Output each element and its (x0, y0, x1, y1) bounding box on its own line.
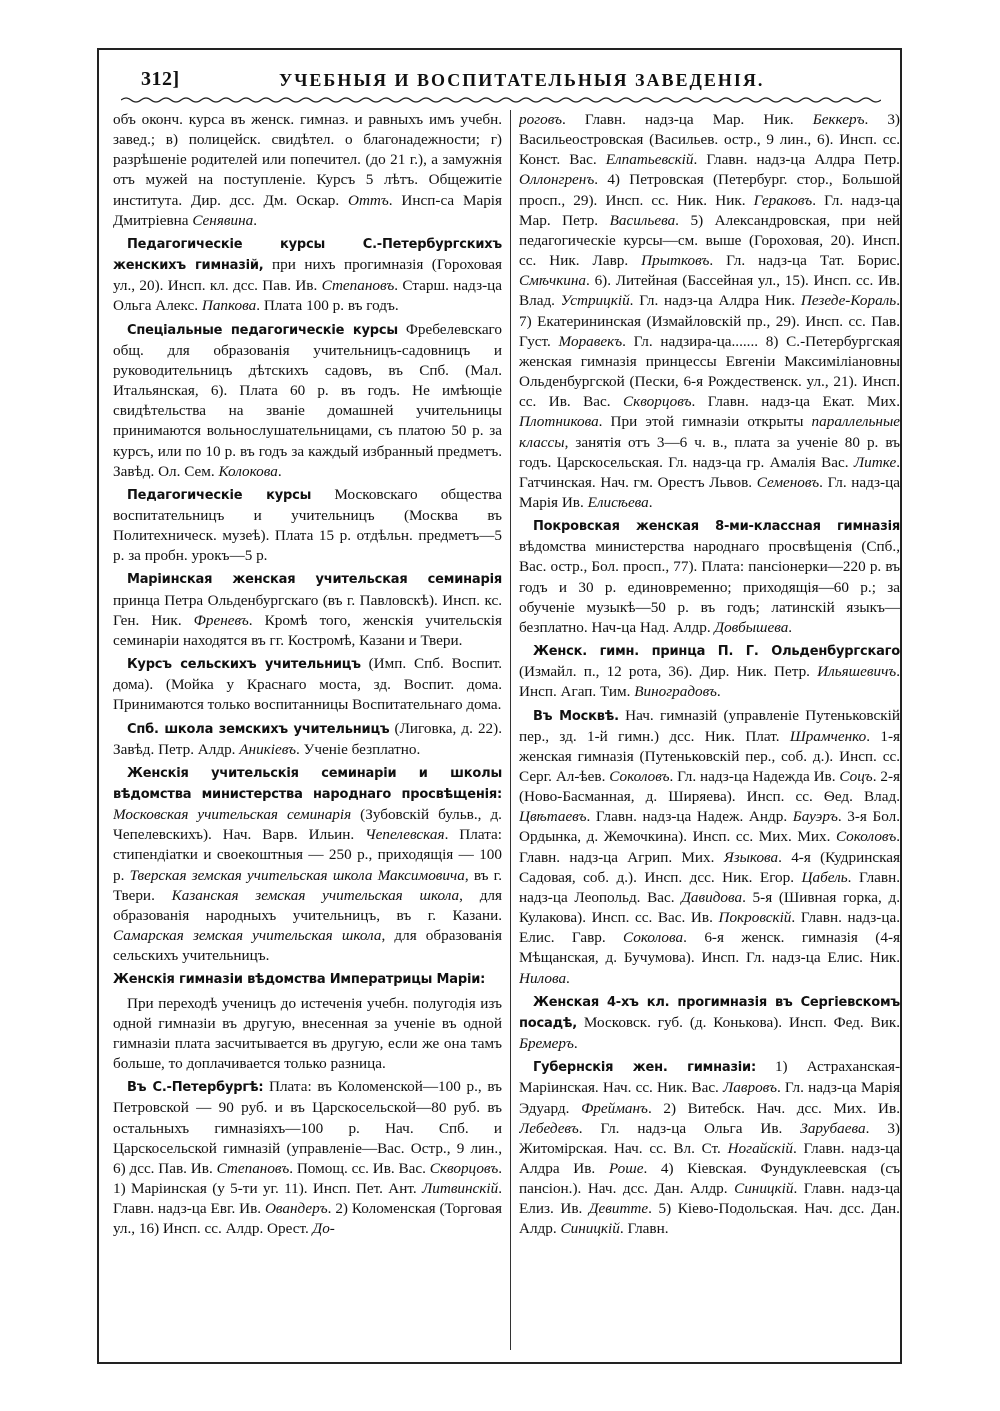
text: . Гл. надз-ца Мар. Петр. (519, 191, 900, 229)
text: . Главн. надз-ца Агрип. Мих. (519, 828, 900, 866)
person-name: Нилова (519, 969, 567, 987)
person-name: Виноградовъ (634, 683, 717, 701)
text: . 2-я (Ново-Басманная, д. Ширяева). Инсп. сс. Ѳед. Влад. (519, 768, 900, 806)
person-name: Соколова (623, 929, 684, 947)
text: . 2) Витебск. Нач. дсс. Мих. Ив. (647, 1099, 900, 1117)
person-name: Скворцовъ (623, 393, 692, 411)
text: . Главн. надз-ца Евг. Ив. (113, 1179, 502, 1218)
person-name: Цабель (801, 868, 848, 886)
entry-heading: Губернскія жен. гимназіи: (533, 1060, 756, 1076)
text: , для образованія народныхъ учительницъ, въ г. Казани. (113, 886, 502, 924)
paragraph-mariinsky-seminary (113, 569, 502, 651)
person-name: Довбышева (714, 618, 789, 636)
text: . Гатчинская. Нач. гм. Орестъ Львов. (519, 453, 900, 491)
text: . Гл. надзира-ца....... 8) С.-Петербургская женская гимназія принцессы Евгеніи Максиміліановны Ольденбургской (Пески, 6-я Рождественск. ул., 21). Инсп. сс. Ив. Вас. (519, 332, 900, 411)
paragraph-pokrovskaya (519, 516, 900, 638)
institution-name: Тверская земская учительская школа Максимовича (129, 866, 465, 884)
text: Плата: въ Коломенской—100 р., въ Петровской — 90 руб. и въ Царскосельской—80 руб. въ остальныхъ гимназіяхъ—100 р. Нач. Спб. и Царскосельской гимназій (управленіе—Вас. Остр., 9 лин., 6) дсс. Пав. Ив. (113, 1078, 502, 1177)
paragraph-admission (113, 110, 502, 231)
text: . 7) Екатерининская (Измайловскій пр., 29). Инсп. сс. Пав. Густ. (519, 292, 900, 350)
text: . Гл. надз-ца Алдра Ник. (629, 292, 801, 310)
text: . 4) Кіевская. Фундуклеевская (съ пансіон.). Нач. дсс. Дан. Алдр. (519, 1159, 900, 1198)
person-name: Бремеръ (519, 1035, 574, 1053)
entry-heading: Женская 4-хъ кл. прогимназія въ Сергіевскомъ посадѣ, (519, 994, 900, 1031)
text: . Главн. надз-ца. Елис. Гавр. (519, 909, 900, 947)
entry-heading: Спеціальные педагогическіе курсы (127, 322, 398, 338)
person-name: Покровскій (718, 909, 792, 927)
text: (Зубовскій бульв., д. Чепелевскихъ). Нач. Варв. Ильин. (113, 806, 502, 844)
entry-heading: Женск. гимн. принца П. Г. Ольденбургскаго (533, 644, 900, 660)
person-name: Папкова (201, 297, 257, 315)
paragraph-spb-gymnasia (113, 1077, 502, 1239)
emphasis-text: параллельные классы (519, 413, 900, 451)
page-header (99, 50, 900, 108)
text: (Измайл. п., 12 рота, 36). Дир. Ник. Петр. (519, 663, 818, 681)
text: . Гл. надз-ца Марія Эдуард. (519, 1079, 900, 1117)
text: . Инсп-са Марія Дмитріевна (113, 191, 502, 229)
paragraph-spb-gymnasia-cont (519, 110, 900, 513)
person-name: Бауэръ (792, 808, 838, 826)
paragraph-ped-courses-moscow (113, 485, 502, 567)
person-name: Сенявина (192, 211, 254, 229)
text: (Имп. Спб. Воспит. дома). (Мойка у Краснаго моста, зд. Воспит. дома. Принимаются только воспитанницы Воспитательнаго дома. (113, 655, 502, 714)
person-name: Языкова (723, 848, 779, 866)
person-name: Колокова (218, 462, 278, 480)
text: . Плата 100 р. въ годъ. (256, 297, 399, 315)
text: . Главн. надз-ца Алдра Петр. (693, 151, 900, 169)
text: . 4) Петровская (Петербург. стор., Большой просп., 29). Инсп. сс. Ник. Ник. (519, 171, 900, 209)
person-name: Синицкій (734, 1180, 794, 1198)
text: . Главн. надз-ца Леопольд. Вас. (519, 868, 900, 906)
column-divider (510, 110, 511, 1350)
text: . (253, 211, 257, 229)
institution-name: Казанская земская учительская школа (171, 886, 460, 904)
person-name: Скворцовъ (429, 1159, 499, 1177)
text: . Ученіе безплатно. (296, 740, 421, 758)
paragraph-oldenburg-gymnasium (519, 641, 900, 702)
text: . Главн. надз-ца Елиз. Ив. (519, 1180, 900, 1218)
text: . Инсп. Агап. Тим. (519, 663, 900, 701)
text: . 5) Кіево-Подольская. Нач. дсс. Дан. Алдр. (519, 1200, 900, 1238)
person-name: Литвинскій (421, 1179, 499, 1197)
text: . 6). Литейная (Бассейная ул., 15). Инсп. сс. Ив. Влад. (519, 272, 900, 310)
text: . 3) Житомірская. Нач. сс. Вл. Ст. (519, 1119, 900, 1157)
person-name: Роше (608, 1159, 644, 1177)
paragraph-provincial-gymnasia (519, 1057, 900, 1239)
text: 1) Астраханская-Маріинская. Нач. сс. Ник. Вас. (519, 1058, 900, 1097)
text: (Лиговка, д. 22). Завѣд. Петр. Алдр. (113, 719, 502, 758)
person-name: Девитте (588, 1200, 649, 1218)
person-name: Литке (853, 453, 897, 471)
text: . Главн. надз-ца Екат. Мих. (691, 393, 900, 411)
person-name: Степановъ (216, 1159, 290, 1177)
text: . 3-я Бол. Ордынка, д. Жемочкина). Инсп. сс. Мих. Мих. (519, 808, 900, 846)
text: . Гл. надз-ца Надежда Ив. (669, 768, 840, 785)
wavy-rule (121, 96, 881, 104)
person-name: Семеновъ (756, 473, 820, 491)
text: При переходѣ ученицъ до истеченія учебн. полугодія изъ одной гимназіи въ другую, внесенная за ученіе въ одной гимназіи плата засчитывается въ другую, если же она тамъ больше, то доплачивается только разница. (113, 994, 502, 1073)
text: . (648, 493, 653, 511)
text: . 1) Маріинская (у 5-ти уг. 11). Инсп. Пет. Ант. (113, 1159, 502, 1197)
person-name: Цвѣтаевъ (519, 808, 587, 826)
text: . (566, 969, 570, 987)
person-name: Степановъ (321, 277, 395, 295)
text: . 5-я (Шивная горка, д. Кулакова). Инсп. сс. Вас. Ив. (519, 888, 900, 927)
text: объ оконч. курса въ женск. гимназ. и равныхъ имъ учебн. завед.; в) полицейск. свидѣтел. о благонадежности; г) разрѣшеніе родителей или попечител. (до 21 г.), а замужнія отъ мужей на поступленіе. Курсъ 5 лѣтъ. Общежитіе института. Дир. дсс. Дм. Оскар. (113, 111, 502, 209)
entry-heading: Педагогическіе курсы С.-Петербургскихъ женскихъ гимназій, (113, 236, 502, 274)
text: . (716, 683, 721, 701)
text: , для образованія сельскихъ учительницъ. (113, 927, 502, 965)
person-name: Устрицкій (560, 292, 630, 310)
text: . Кромѣ того, женскія учительскія семинаріи находятся въ гг. Костромѣ, Казани и Твери. (113, 611, 502, 649)
text: . Главн. надз-ца Мар. Ник. (561, 111, 813, 128)
institution-name: Московская учительская семинарія (113, 806, 352, 824)
text: . Главн. надз-ца Алдра Ив. (519, 1139, 900, 1177)
text: . 1-я женская гимназія (Путеньковскій пер., соб. д.). Инсп. сс. Серг. Ал-ѣев. (519, 727, 900, 785)
person-name: Овандеръ (264, 1200, 328, 1218)
paragraph-special-courses (113, 320, 502, 482)
page-number: 312] (141, 68, 180, 90)
person-name: Аникіевъ (239, 740, 297, 758)
entry-heading: Женскія учительскія семинаріи и школы вѣдомства министерства народнаго просвѣщенія: (113, 765, 502, 802)
text: . При этой гимназіи открыты (598, 413, 812, 431)
person-name: Гераковъ (753, 191, 813, 209)
text: принца Петра Ольденбургскаго (въ г. Павловскѣ). Инсп. кс. Ген. Ник. (113, 591, 502, 629)
person-name: Давидова (681, 888, 743, 906)
text: Фребелевскаго общ. для образованія учительницъ-садовницъ и руководительницъ дѣтскихъ садовъ, въ Спб. (Мал. Итальянская, 6). Плата 60 р. въ годъ. Не имѣющіе свидѣтельства на званіе домашней учительницы принимаются вольнослушательницами, съ платою 50 р. за курсъ, или по 10 р. въ годъ за каждый избранный предметъ. Завѣд. Ол. Сем. (113, 320, 502, 480)
institution-name: Самарская земская учительская школа (113, 927, 382, 945)
person-name: Зарубаева (800, 1119, 866, 1137)
text: . 4-я (Кудринская Садовая, соб. д.). Инсп. дсс. Ник. Егор. (519, 848, 900, 886)
paragraph-empress-maria-heading (113, 969, 502, 990)
person-name: Шрамченко (789, 727, 867, 745)
person-name: Синицкій (560, 1220, 620, 1238)
text: . 2) Коломенская (Торговая ул., 16) Инсп. сс. Алдр. Орест. (113, 1200, 502, 1238)
text: . 5) Александровская, при ней педагогическіе курсы—см. выше (Гороховая, 20). Инсп. сс. Ник. Лавр. (519, 211, 900, 270)
person-name: До- (312, 1220, 335, 1238)
text: . Главн. надз-ца Надеж. Андр. (586, 808, 793, 826)
paragraph-moscow-gymnasia (519, 706, 900, 989)
person-name: Елпатьевскій (605, 151, 694, 169)
person-name: Чепелевская (365, 826, 445, 844)
person-name: Смѣчкина (519, 272, 587, 290)
person-name: Оллонгренъ (519, 171, 595, 189)
person-name: Беккеръ (812, 111, 865, 128)
paragraph-transfer-rules (113, 994, 502, 1075)
person-name: Соцъ (839, 768, 873, 785)
text: Московск. губ. (д. Конькова). Инсп. Фед. Вик. (577, 1013, 900, 1031)
text: , занятія отъ 3—6 ч. в., плата за ученіе 80 р. въ годъ. Царскосельская. Гл. надз-ца гр. Амалія Вас. (519, 433, 900, 471)
person-name: Лебедевъ (519, 1119, 579, 1137)
text: Нач. гимназій (управленіе Путеньковскій пер., зд. 1-й гимн.) дсс. Ник. Плат. (519, 706, 900, 745)
person-name: Прытковъ (641, 252, 710, 270)
text: Московскаго общества воспитательницъ и учительницъ (Москва въ Политехническ. музеѣ). Плата 15 р. отдѣльн. предметъ—5 р. за пробн. урокъ—5 р. (113, 485, 502, 565)
text: . 6-я женск. гимназія (4-я Мѣщанская, д. Бучумова). Инсп. Гл. надз-ца Елис. Ник. (519, 929, 900, 967)
entry-heading: Курсъ сельскихъ учительницъ (127, 657, 361, 673)
text: . Плата: стипендіатки и своекоштныя — 250 р., приходящія — 100 р. (113, 826, 502, 884)
person-name: Оттъ (348, 191, 389, 209)
entry-heading: Въ Москвѣ. (533, 708, 619, 724)
person-name: роговъ (519, 111, 562, 128)
text: , въ г. Твери. (113, 866, 502, 904)
left-column (113, 110, 502, 1358)
text: . Гл. надз-ца Ольга Ив. (578, 1119, 801, 1137)
paragraph-ministry-seminaries (113, 763, 502, 967)
entry-heading: Въ С.-Петербургѣ: (127, 1080, 264, 1096)
entry-heading: Спб. школа земскихъ учительницъ (127, 721, 390, 737)
person-name: Соколовъ (609, 768, 670, 785)
text: при нихъ прогимназія (Гороховая ул., 20). Инсп. кл. дсс. Пав. Ив. (113, 256, 502, 295)
text: . Помощ. сс. Ив. Вас. (289, 1159, 430, 1177)
person-name: Плотникова (519, 413, 599, 431)
entry-heading: Педагогическіе курсы (127, 487, 312, 503)
person-name: Лавровъ (723, 1079, 777, 1097)
person-name: Соколовъ (835, 828, 897, 846)
text: . 3) Васильеостровская (Васильев. остр., 9 лин., 6). Инсп. сс. Конст. Вас. (519, 111, 900, 169)
entry-heading: Маріинская женская учительская семинарія (127, 572, 502, 588)
text: . Главн. (619, 1220, 669, 1238)
paragraph-zemstvo-school (113, 719, 502, 760)
person-name: Ильяшевичъ (817, 663, 897, 681)
text: . (277, 462, 282, 480)
running-title: УЧЕБНЫЯ И ВОСПИТАТЕЛЬНЫЯ ЗАВЕДЕНІЯ. (279, 70, 765, 90)
section-heading: Женскія гимназіи вѣдомства Императрицы Маріи: (113, 972, 486, 988)
book-page (97, 48, 902, 1364)
paragraph-rural-teachers (113, 654, 502, 715)
person-name: Пезеде-Кораль (800, 292, 897, 310)
person-name: Френевъ (193, 611, 249, 629)
text: вѣдомства министерства народнаго просвѣщенія (Спб., Вас. остр., Бол. просп., 77). Плата: пансіонерки—220 р. въ годъ и 30 р. единовременно; приходящія—60 р.; за обученіе музыкѣ—50 р. въ годъ; латинскій языкъ—безплатно. Нач-ца Над. Алдр. (519, 538, 900, 636)
text: . Гл. надз-ца Тат. Борис. (709, 252, 900, 270)
person-name: Елисѣева (587, 493, 649, 511)
person-name: Фрейманъ (581, 1099, 648, 1117)
person-name: Моравекъ (558, 332, 623, 350)
person-name: Ногайскій (727, 1139, 793, 1157)
text: . Гл. надз-ца Марія Ив. (519, 473, 900, 511)
text: . (788, 618, 793, 636)
text: . Старш. надз-ца Ольга Алекс. (113, 277, 502, 315)
text: . (573, 1035, 578, 1053)
entry-heading: Покровская женская 8-ми-классная гимназія (533, 519, 900, 535)
person-name: Васильева (609, 211, 676, 229)
paragraph-sergiev-posad (519, 992, 900, 1054)
right-column (519, 110, 900, 1358)
paragraph-ped-courses-spb (113, 234, 502, 317)
